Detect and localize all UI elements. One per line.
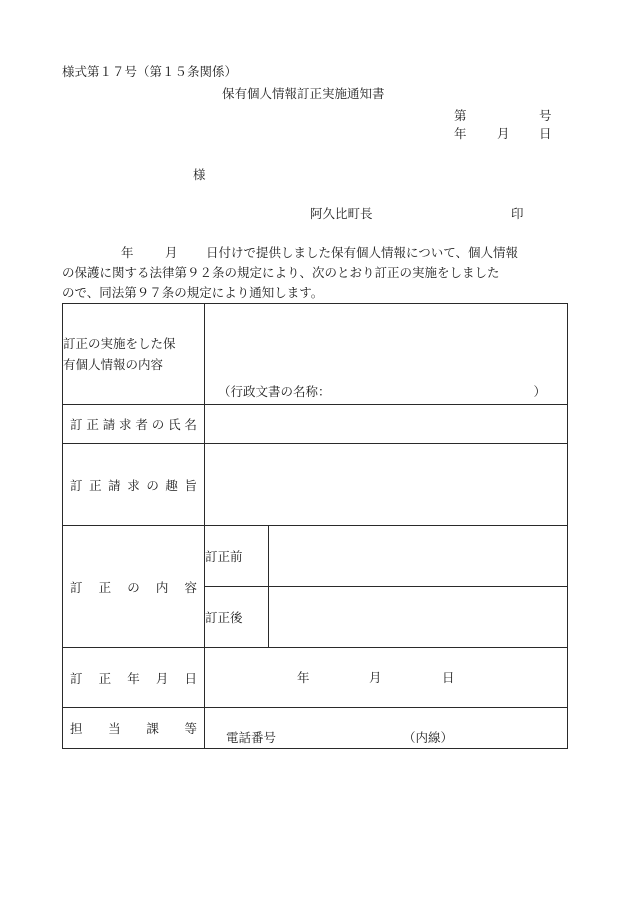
label-char: 氏 bbox=[168, 417, 181, 432]
row-corrected-info bbox=[63, 304, 568, 405]
row-correction-date bbox=[63, 648, 568, 708]
field-after-correction[interactable] bbox=[269, 587, 568, 648]
label-corrected-info-line2: 有個人情報の内容 bbox=[63, 357, 164, 372]
label-char: 容 bbox=[184, 579, 197, 595]
label-corrected-info-line1: 訂正の実施をした保 bbox=[63, 336, 176, 351]
label-char: 正 bbox=[89, 477, 102, 493]
label-after-correction: 訂正後 bbox=[205, 587, 269, 648]
label-char: 趣 bbox=[165, 477, 178, 493]
label-char: の bbox=[151, 417, 165, 432]
label-char: 訂 bbox=[70, 579, 83, 595]
field-correction-date[interactable] bbox=[205, 648, 568, 708]
form-number: 様式第１７号（第１５条関係） bbox=[62, 64, 238, 79]
body-year: 年 bbox=[121, 245, 134, 260]
row-requester-name bbox=[63, 405, 568, 444]
document-name-close: ） bbox=[533, 384, 546, 399]
label-char: 年 bbox=[127, 670, 140, 686]
label-char: 課 bbox=[146, 721, 159, 736]
label-before-correction: 訂正前 bbox=[205, 526, 269, 587]
label-correction-detail bbox=[63, 526, 205, 648]
label-requester-name bbox=[63, 405, 205, 444]
correction-date-day: 日 bbox=[442, 670, 455, 685]
document-title: 保有個人情報訂正実施通知書 bbox=[222, 86, 385, 101]
document-name-line bbox=[218, 382, 546, 400]
row-correction-before bbox=[63, 526, 568, 587]
date-year: 年 bbox=[454, 126, 467, 141]
label-char: 訂 bbox=[70, 670, 83, 686]
correction-date-month: 月 bbox=[369, 670, 382, 685]
field-department[interactable] bbox=[205, 708, 568, 749]
addressee-suffix: 様 bbox=[193, 167, 206, 182]
label-char: の bbox=[127, 579, 140, 595]
date-month: 月 bbox=[497, 126, 510, 141]
correction-table bbox=[62, 303, 568, 749]
label-request-purpose bbox=[63, 444, 205, 526]
field-before-correction[interactable] bbox=[269, 526, 568, 587]
label-char: 担 bbox=[70, 721, 83, 736]
row-department bbox=[63, 708, 568, 749]
body-month: 月 bbox=[165, 245, 178, 260]
document-name-label: （行政文書の名称： bbox=[218, 384, 331, 399]
field-request-purpose[interactable] bbox=[205, 444, 568, 526]
field-corrected-info[interactable] bbox=[205, 304, 568, 405]
doc-number-suffix: 号 bbox=[539, 108, 552, 123]
label-char: 訂 bbox=[70, 477, 83, 493]
body-text-line2: の保護に関する法律第９２条の規定により、次のとおり訂正の実施をしました bbox=[62, 265, 500, 280]
field-requester-name[interactable] bbox=[205, 405, 568, 444]
issuer-name: 阿久比町長 bbox=[310, 206, 373, 221]
label-department bbox=[63, 708, 205, 749]
label-char: 正 bbox=[98, 670, 112, 686]
label-char: 者 bbox=[135, 417, 148, 432]
label-char: 正 bbox=[86, 417, 99, 432]
label-char: 名 bbox=[184, 417, 197, 432]
label-char: 日 bbox=[184, 670, 197, 686]
body-text-line3: ので、同法第９７条の規定により通知します。 bbox=[62, 285, 324, 300]
label-char: 正 bbox=[98, 579, 112, 595]
date-day: 日 bbox=[539, 126, 552, 141]
label-char: 等 bbox=[184, 721, 197, 736]
row-request-purpose bbox=[63, 444, 568, 526]
extension-label: （内線） bbox=[403, 730, 454, 745]
doc-number-prefix: 第 bbox=[454, 108, 467, 123]
label-char: 求 bbox=[127, 477, 140, 493]
label-char: 内 bbox=[155, 579, 169, 595]
label-char: 請 bbox=[108, 477, 121, 493]
label-char: 請 bbox=[102, 417, 116, 432]
seal-mark: 印 bbox=[511, 206, 524, 221]
label-char: の bbox=[146, 477, 159, 493]
label-correction-date bbox=[63, 648, 205, 708]
correction-date-year: 年 bbox=[297, 670, 310, 685]
label-char: 訂 bbox=[70, 417, 83, 432]
label-char: 旨 bbox=[184, 477, 197, 493]
body-text-line1: 日付けで提供しました保有個人情報について、個人情報 bbox=[206, 245, 519, 260]
label-corrected-info bbox=[63, 304, 205, 405]
label-char: 月 bbox=[155, 670, 169, 686]
label-char: 当 bbox=[108, 721, 121, 736]
label-char: 求 bbox=[119, 417, 132, 432]
phone-number-label: 電話番号 bbox=[226, 730, 277, 745]
